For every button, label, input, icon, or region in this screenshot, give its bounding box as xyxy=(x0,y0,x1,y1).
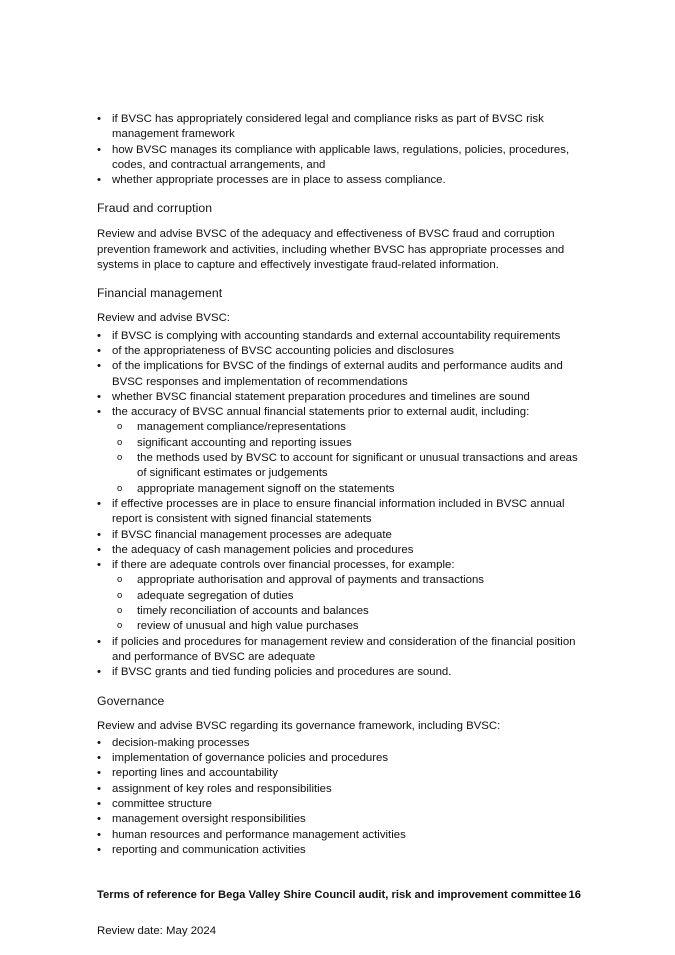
page-content xyxy=(97,112,587,858)
sub-list-item: o significant accounting and reporting issues xyxy=(112,436,587,451)
controls-sub-list xyxy=(112,573,587,634)
fraud-heading: Fraud and corruption xyxy=(97,201,213,216)
sub-list-item: o management compliance/representations xyxy=(112,420,587,435)
footer-title: Terms of reference for Bega Valley Shire Council audit, risk and improvement committee xyxy=(97,889,567,901)
governance-lead: Review and advise BVSC regarding its governance framework, including BVSC: xyxy=(97,719,501,732)
sub-list-item: o the methods used by BVSC to account for significant or unusual transactions and areas of significant estimates or judgements xyxy=(112,451,587,482)
sub-list-item: o timely reconciliation of accounts and balances xyxy=(112,604,587,619)
list-item: • assignment of key roles and responsibilities xyxy=(97,782,587,797)
list-item: • reporting lines and accountability xyxy=(97,766,587,781)
compliance-bullet-list xyxy=(97,112,587,188)
page-footer xyxy=(97,889,581,901)
list-item: • if effective processes are in place to ensure financial information included in BVSC annual report is consistent with signed financial statements xyxy=(97,497,587,528)
list-item: • management oversight responsibilities xyxy=(97,812,587,827)
governance-bullet-list xyxy=(97,736,587,858)
financial-bullet-list xyxy=(97,329,587,681)
list-item: • if policies and procedures for management review and consideration of the financial position and performance of BVSC are adequate xyxy=(97,635,587,666)
fraud-paragraph: Review and advise BVSC of the adequacy and effectiveness of BVSC fraud and corruption prevention framework and activities, including whether BVSC has appropriate processes and systems in place to capture and effectively investigate fraud-related information. xyxy=(97,228,565,272)
sub-list-item: o adequate segregation of duties xyxy=(112,589,587,604)
list-item-text: if there are adequate controls over financial processes, for example: xyxy=(112,559,455,572)
sub-list-item: o appropriate authorisation and approval of payments and transactions xyxy=(112,573,587,588)
audit-sub-list xyxy=(112,420,587,496)
sub-list-item: o review of unusual and high value purchases xyxy=(112,619,587,634)
list-item: • decision-making processes xyxy=(97,736,587,751)
list-item xyxy=(97,558,587,634)
list-item: • implementation of governance policies and procedures xyxy=(97,751,587,766)
financial-lead: Review and advise BVSC: xyxy=(97,312,230,325)
list-item: • the adequacy of cash management policies and procedures xyxy=(97,543,587,558)
list-item: • human resources and performance management activities xyxy=(97,828,587,843)
list-item: • if BVSC has appropriately considered legal and compliance risks as part of BVSC risk management framework xyxy=(97,112,587,143)
governance-heading: Governance xyxy=(97,693,165,708)
list-item xyxy=(97,405,587,497)
list-item: • reporting and communication activities xyxy=(97,843,587,858)
list-item: • of the implications for BVSC of the findings of external audits and performance audits and BVSC responses and implementation of recommendations xyxy=(97,359,587,390)
list-item: • if BVSC is complying with accounting standards and external accountability requirements xyxy=(97,329,587,344)
list-item: • how BVSC manages its compliance with applicable laws, regulations, policies, procedures, codes, and contractual arrangements, and xyxy=(97,143,587,174)
list-item: • if BVSC financial management processes are adequate xyxy=(97,528,587,543)
list-item: • whether BVSC financial statement preparation procedures and timelines are sound xyxy=(97,390,587,405)
list-item-text: the accuracy of BVSC annual financial statements prior to external audit, including: xyxy=(112,406,530,419)
list-item: • committee structure xyxy=(97,797,587,812)
list-item: • of the appropriateness of BVSC accounting policies and disclosures xyxy=(97,344,587,359)
list-item: • if BVSC grants and tied funding policies and procedures are sound. xyxy=(97,665,587,680)
financial-heading: Financial management xyxy=(97,286,223,301)
page-number: 16 xyxy=(568,889,581,901)
list-item: • whether appropriate processes are in place to assess compliance. xyxy=(97,173,587,188)
review-date: Review date: May 2024 xyxy=(97,925,217,937)
sub-list-item: o appropriate management signoff on the statements xyxy=(112,482,587,497)
